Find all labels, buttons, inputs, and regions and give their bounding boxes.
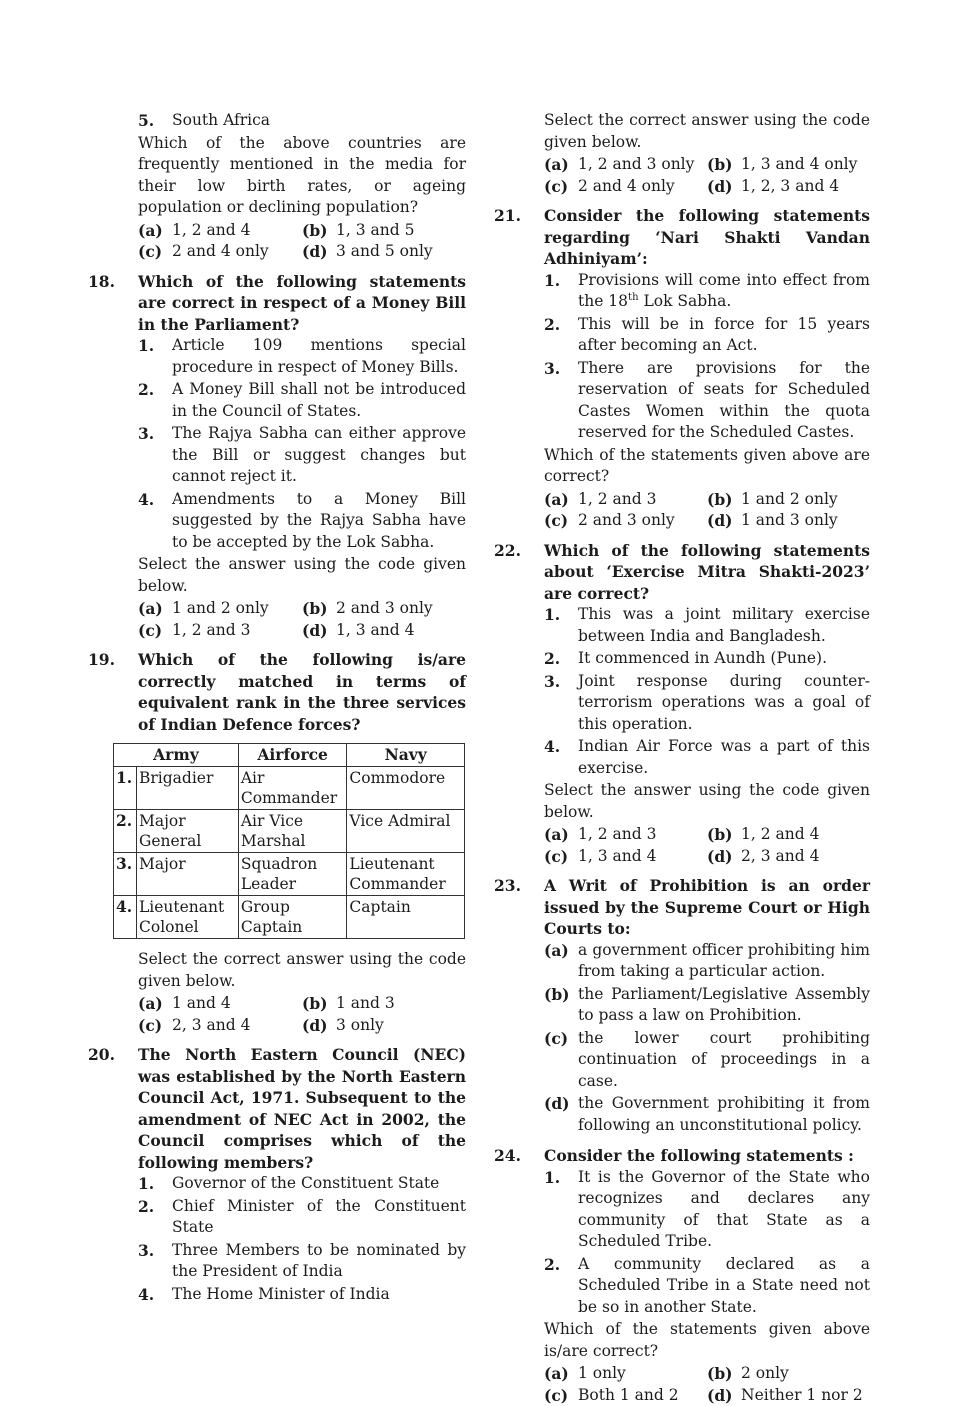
list-item: 5. South Africa (138, 110, 466, 132)
question-19 (88, 649, 466, 1036)
list-item: 2. A Money Bill shall not be introduced in the Council of States. (138, 379, 466, 422)
question-20 (88, 1044, 466, 1306)
option-c: (c) Both 1 and 2 (544, 1385, 707, 1406)
option-c: (c) the lower court prohibiting continuation of proceedings in a case. (544, 1028, 870, 1093)
question-22 (494, 540, 870, 868)
column-header-army: Army (114, 744, 239, 767)
list-item: 2. A community declared as a Scheduled Tribe in a State need not be so in another State. (544, 1254, 870, 1319)
question-stem: Consider the following statements regarding ‘Nari Shakti Vandan Adhiniyam’: (544, 205, 870, 270)
question-stem: The North Eastern Council (NEC) was established by the North Eastern Council Act, 1971. Subsequent to the amendment of NEC Act in 2002, the Council comprises which of the following members? (138, 1044, 466, 1173)
option-d: (d) the Government prohibiting it from following an unconstitutional policy. (544, 1093, 870, 1136)
table-header-row (114, 744, 465, 767)
code-instruction: Select the correct answer using the code given below. (138, 949, 466, 992)
list-item: 3. There are provisions for the reservation of seats for Scheduled Castes Women within the quota reserved for the Scheduled Castes. (544, 358, 870, 444)
option-b: (b) 2 and 3 only (302, 598, 466, 620)
question-17-continued (88, 110, 466, 263)
question-number: 22. (494, 540, 544, 562)
list-item: 1. Governor of the Constituent State (138, 1173, 466, 1195)
option-d: (d) Neither 1 nor 2 (707, 1385, 870, 1406)
question-stem: Which of the following statements are correct in respect of a Money Bill in the Parliament? (138, 271, 466, 336)
right-column (494, 110, 870, 1406)
list-item: 3. Joint response during counter-terrorism operations was a goal of this operation. (544, 671, 870, 736)
option-a: (a) a government officer prohibiting him from taking a particular action. (544, 940, 870, 983)
question-number: 21. (494, 205, 544, 227)
table-row: 1. Brigadier Air Commander Commodore (114, 767, 465, 810)
question-23 (494, 875, 870, 1137)
code-instruction: Which of the statements given above is/are correct? (544, 1319, 870, 1362)
question-stem: Which of the following is/are correctly matched in terms of equivalent rank in the three services of Indian Defence forces? (138, 649, 466, 735)
rank-table (113, 743, 465, 939)
list-item: 2. Chief Minister of the Constituent State (138, 1196, 466, 1239)
list-item: 4. Amendments to a Money Bill suggested by the Rajya Sabha have to be accepted by the Lok Sabha. (138, 489, 466, 554)
answer-options (544, 489, 870, 532)
question-number: 19. (88, 649, 138, 671)
option-a: (a) 1 and 2 only (138, 598, 302, 620)
list-item: 3. Three Members to be nominated by the President of India (138, 1240, 466, 1283)
option-c: (c) 2 and 3 only (544, 510, 707, 532)
question-number: 20. (88, 1044, 138, 1066)
table-row: 4. Lieutenant Colonel Group Captain Captain (114, 896, 465, 939)
code-instruction: Select the answer using the code given below. (138, 554, 466, 597)
option-a: (a) 1 and 4 (138, 993, 302, 1015)
list-item: 1. This was a joint military exercise between India and Bangladesh. (544, 604, 870, 647)
option-d: (d) 1 and 3 only (707, 510, 870, 532)
question-20-continued (494, 110, 870, 197)
option-b: (b) the Parliament/Legislative Assembly to pass a law on Prohibition. (544, 984, 870, 1027)
option-c: (c) 2 and 4 only (138, 241, 302, 263)
question-number: 24. (494, 1145, 544, 1167)
question-stem: Consider the following statements : (544, 1145, 870, 1167)
option-b: (b) 1, 2 and 4 (707, 824, 870, 846)
option-d: (d) 3 and 5 only (302, 241, 466, 263)
option-c: (c) 2 and 4 only (544, 176, 707, 198)
question-stem: Which of the following statements about ‘Exercise Mitra Shakti-2023’ are correct? (544, 540, 870, 605)
list-item: 1. It is the Governor of the State who recognizes and declares any community of that State as a Scheduled Tribe. (544, 1167, 870, 1253)
code-instruction: Select the answer using the code given below. (544, 780, 870, 823)
list-item: 2. It commenced in Aundh (Pune). (544, 648, 870, 670)
option-b: (b) 1, 3 and 5 (302, 220, 466, 242)
question-24 (494, 1145, 870, 1406)
list-item: 4. The Home Minister of India (138, 1284, 466, 1306)
table-row: 3. Major Squadron Leader Lieutenant Commander (114, 853, 465, 896)
question-stem: A Writ of Prohibition is an order issued by the Supreme Court or High Courts to: (544, 875, 870, 940)
answer-options (544, 824, 870, 867)
option-a: (a) 1, 2 and 3 (544, 489, 707, 511)
option-a: (a) 1, 2 and 4 (138, 220, 302, 242)
question-number: 23. (494, 875, 544, 897)
option-b: (b) 1 and 3 (302, 993, 466, 1015)
option-b: (b) 2 only (707, 1363, 870, 1385)
column-header-navy: Navy (347, 744, 465, 767)
code-instruction: Which of the statements given above are correct? (544, 445, 870, 488)
question-stem: Which of the above countries are frequently mentioned in the media for their low birth rates, or ageing population or declining population? (138, 133, 466, 219)
option-a: (a) 1 only (544, 1363, 707, 1385)
option-c: (c) 1, 2 and 3 (138, 620, 302, 642)
option-c: (c) 2, 3 and 4 (138, 1015, 302, 1037)
option-d: (d) 1, 2, 3 and 4 (707, 176, 870, 198)
option-b: (b) 1 and 2 only (707, 489, 870, 511)
option-a: (a) 1, 2 and 3 only (544, 154, 707, 176)
option-a: (a) 1, 2 and 3 (544, 824, 707, 846)
column-header-airforce: Airforce (238, 744, 347, 767)
answer-options (138, 598, 466, 641)
question-number: 18. (88, 271, 138, 293)
answer-options (544, 154, 870, 197)
question-21 (494, 205, 870, 532)
question-18 (88, 271, 466, 642)
list-item: 2. This will be in force for 15 years after becoming an Act. (544, 314, 870, 357)
option-c: (c) 1, 3 and 4 (544, 846, 707, 868)
list-item: 1. Article 109 mentions special procedure in respect of Money Bills. (138, 335, 466, 378)
option-d: (d) 3 only (302, 1015, 466, 1037)
list-item: 3. The Rajya Sabha can either approve the Bill or suggest changes but cannot reject it. (138, 423, 466, 488)
list-item: 4. Indian Air Force was a part of this exercise. (544, 736, 870, 779)
list-item: 1. Provisions will come into effect from the 18th Lok Sabha. (544, 270, 870, 313)
table-row: 2. Major General Air Vice Marshal Vice Admiral (114, 810, 465, 853)
option-d: (d) 2, 3 and 4 (707, 846, 870, 868)
answer-options (544, 1363, 870, 1406)
option-d: (d) 1, 3 and 4 (302, 620, 466, 642)
left-column (88, 110, 466, 1306)
answer-options (138, 993, 466, 1036)
answer-options (138, 220, 466, 263)
option-b: (b) 1, 3 and 4 only (707, 154, 870, 176)
code-instruction: Select the correct answer using the code given below. (544, 110, 870, 153)
